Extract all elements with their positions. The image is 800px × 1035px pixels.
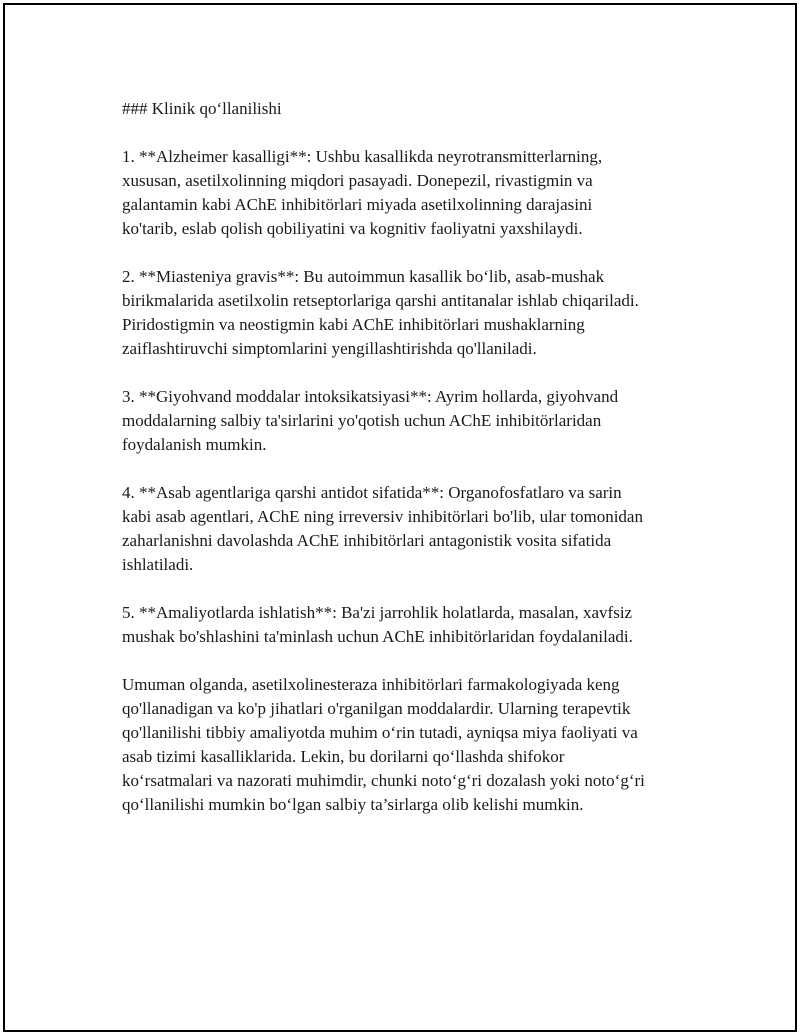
- list-item-nerve-agent-antidote: 4. **Asab agentlariga qarshi antidot sifatida**: Organofosfatlaro va sarin kabi asab agentlari, AChE ning irreversiv inhibitörlari bo'lib, ular tomonidan zaharlanishni davolashda AChE inhibitörlari antagonistik vosita sifatida ishlatiladi.: [122, 483, 643, 574]
- list-item-drug-intoxication: 3. **Giyohvand moddalar intoksikatsiyasi**: Ayrim hollarda, giyohvand moddalarning salbiy ta'sirlarini yo'qotish uchun AChE inhibitörlaridan foydalanish mumkin.: [122, 387, 619, 454]
- document-body: [122, 97, 722, 841]
- list-item-myasthenia-gravis: 2. **Miasteniya gravis**: Bu autoimmun kasallik bo‘lib, asab-mushak birikmalarida asetilxolin retseptorlariga qarshi antitanalar ishlab chiqariladi. Piridostigmin va neostigmin kabi AChE inhibitörlari mushaklarning zaiflashtiruvchi simptomlarini yengillashtirishda qo'llaniladi.: [122, 267, 639, 358]
- section-heading: ### Klinik qo‘llanilishi: [122, 99, 282, 118]
- list-item-alzheimer: 1. **Alzheimer kasalligi**: Ushbu kasallikda neyrotransmitterlarning, xususan, asetilxolinning miqdori pasayadi. Donepezil, rivastigmin va galantamin kabi AChE inhibitörlari miyada asetilxolinning darajasini ko'tarib, eslab qolish qobiliyatini va kognitiv faoliyatni yaxshilaydi.: [122, 147, 603, 238]
- page-frame: [3, 3, 797, 1032]
- list-item-surgical-use: 5. **Amaliyotlarda ishlatish**: Ba'zi jarrohlik holatlarda, masalan, xavfsiz mushak bo'shlashini ta'minlash uchun AChE inhibitörlaridan foydalaniladi.: [122, 603, 633, 646]
- summary-paragraph: Umuman olganda, asetilxolinesteraza inhibitörlari farmakologiyada keng qo'llanadigan va ko'p jihatlari o'rganilgan moddalardir. Ularning terapevtik qo'llanilishi tibbiy amaliyotda muhim o‘rin tutadi, ayniqsa miya faoliyati va asab tizimi kasalliklarida. Lekin, bu dorilarni qo‘llashda shifokor ko‘rsatmalari va nazorati muhimdir, chunki noto‘g‘ri dozalash yoki noto‘g‘ri qo‘llanilishi mumkin bo‘lgan salbiy ta’sirlarga olib kelishi mumkin.: [122, 675, 645, 814]
